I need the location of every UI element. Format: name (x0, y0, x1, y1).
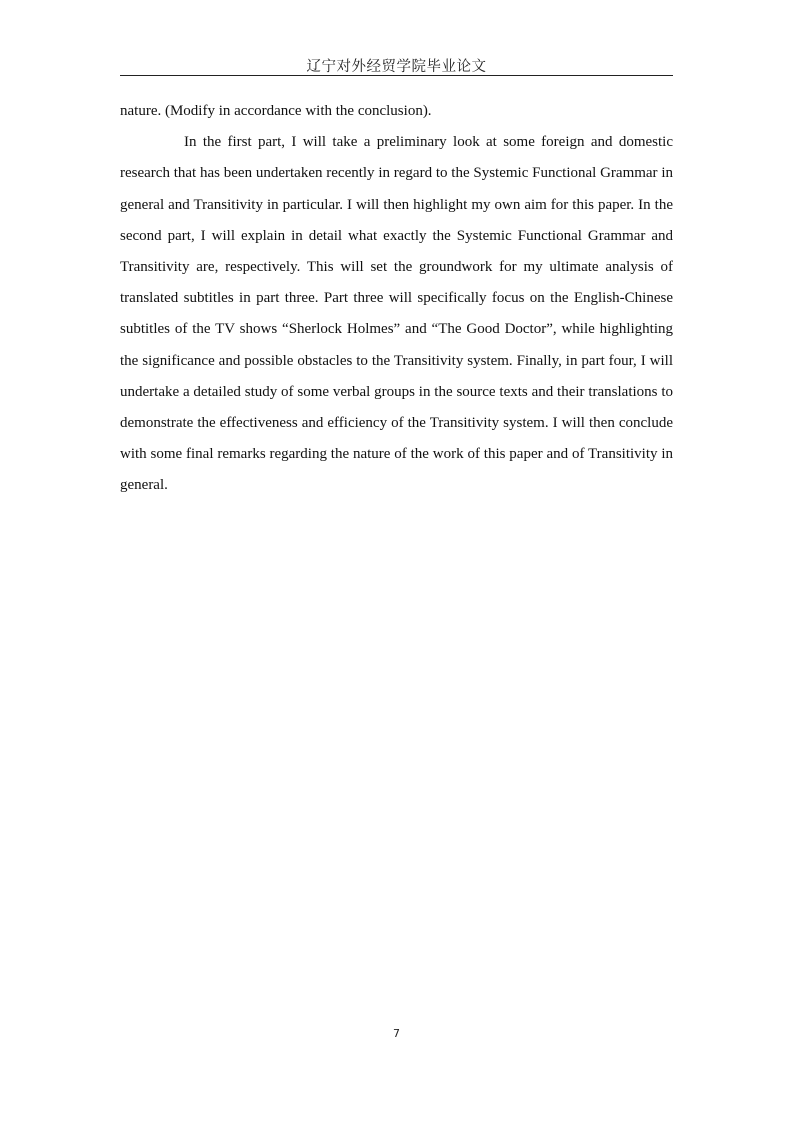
running-header: 辽宁对外经贸学院毕业论文 (306, 59, 487, 75)
paragraph-outline: In the first part, I will take a preliminary look at some foreign and domestic research that has been undertaken recently in regard to the Systemic Functional Grammar in general and Transitivity in particular. I will then highlight my own aim for this paper. In the second part, I will explain in detail what exactly the Systemic Functional Grammar and Transitivity are, respectively. This will set the groundwork for my ultimate analysis of translated subtitles in part three. Part three will specifically focus on the English-Chinese subtitles of the TV shows “Sherlock Holmes” and “The Good Doctor”, while highlighting the significance and possible obstacles to the Transitivity system. Finally, in part four, I will undertake a detailed study of some verbal groups in the source texts and their translations to demonstrate the effectiveness and efficiency of the Transitivity system. I will then conclude with some final remarks regarding the nature of the work of this paper and of Transitivity in general. (120, 134, 673, 494)
paragraph-continuation: nature. (Modify in accordance with the conclusion). (120, 103, 432, 119)
page-number: 7 (393, 1027, 400, 1040)
body-text (120, 96, 673, 502)
header-divider (120, 75, 673, 76)
